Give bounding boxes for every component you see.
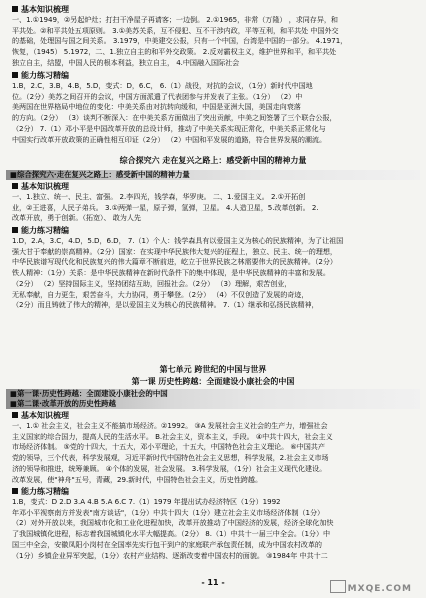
lesson-banner: ■第一课·历史性跨越：全面建设小康社会的中国 [6, 389, 420, 399]
text-line: 党的领导，三个代表，科学发展观，习近平新时代中国特色社会主义思想，科学发展，2.社会主义市场 [12, 453, 329, 463]
text-line: 一、1.独立、统一、民主、富强。 2.李四光，钱学森，华罗庚。 二、1.爱国主义。 2.①开拓创 [12, 192, 306, 201]
section-heading: 能力练习精编 [12, 486, 416, 497]
section-practice-1 [12, 70, 416, 145]
text-line: 独立自主，结盟，中国人民的根本利益，独立自主， 4.中国融入国际社会 [12, 57, 240, 67]
text-line: 改革开放，勇于创新。（拓宽）、 敢为人先 [12, 213, 141, 223]
text-line: （2分） （2）坚持国际主义，坚持团结互助，回报社会。（2分） （3）理解，艰苦创业， [12, 278, 292, 288]
text-line: （2）对外开放以来，我国城市化和工业化进程加快，改革开放推动了中国经济的发展，经济全球化加快 [12, 518, 334, 528]
lesson-banners [6, 389, 420, 409]
unit-title: 第七单元 跨世纪的中国与世界 第一课 历史性跨越：全面建设小康社会的中国 [131, 365, 295, 386]
square-bullet-icon [12, 227, 18, 233]
text-line: 位。（2分）美苏之间召开的会议，中国方面派遣了代表团参与并发表了主张。（1分） （2）中 [12, 91, 303, 101]
text-line: 1.B，2.C，3.B，4.B，5.D，变式：D，6.C， 6.（1）战役，对抗的会议，（1分）新时代中国地 [12, 81, 313, 90]
text-line: 济的领导和推进，统筹兼顾。 ④个体的发展，社会发展。 3.科学发展，（1分）社会主义现代化建设。 [12, 463, 327, 473]
text-line: 无私奉献，自力更生，艰苦奋斗，大力协同，勇于攀登。（2分） （4）不仅创造了发展的奇迹， [12, 289, 309, 299]
text-line: 一、1.①1949，②另起炉灶；打扫干净屋子再请客；一边倒。 2.①1965，非常（万隆） ，求同存异，和 [12, 15, 338, 24]
text-line: （2分） 7.（1）邓小平是中国改革开放的总设计师，推动了中美关系实现正常化，中美关系正常化与 [12, 123, 326, 133]
section-practice-2 [12, 225, 416, 311]
logo-icon [330, 580, 346, 593]
watermark: MXQE.COM [330, 580, 412, 594]
text-line: （1分）乡镇企业异军突起，（1分）农村产业结构、逐渐改变着中国农村的面貌。 ③1984年 中共十二 [12, 550, 328, 560]
section-heading: 能力练习精编 [12, 225, 416, 236]
section-knowledge-3 [12, 410, 416, 485]
text-line: 改革发展，使"神舟"五号，青藏，29.新时代，中国特色社会主义，历史性跨越。 [12, 474, 262, 484]
page-number: - 11 - [201, 578, 225, 587]
text-line: 铁人精神：（1分）关系：是中华民族精神在新时代条件下的集中体现，是中华民族精神的丰富和发展。 [12, 268, 330, 278]
lesson-banner: ■综合探究六·走在复兴之路上：感受新中国的精神力量 [6, 170, 420, 180]
text-line: 市场经济体制。 ⑤党的十四大，十五大，邓小平理论，十五大，中国特色社会主义理论。 ⑥中国共产 [12, 442, 325, 452]
text-line: 恢复，（1945） 5.1972，二、1.独立自主的和平外交政策。 2.反对霸权主义，维护世界和平，和平共处 [12, 47, 337, 57]
square-bullet-icon [12, 488, 18, 494]
section-heading: 基本知识梳理 [12, 4, 416, 15]
section-knowledge-1 [12, 4, 416, 69]
text-line: （2分）而且铸就了伟大的精神，是以爱国主义为核心的民族精神。 7.（1）继承和弘扬民族精神， [12, 300, 319, 310]
square-bullet-icon [12, 72, 18, 78]
chapter-title: 综合探究六 走在复兴之路上：感受新中国的精神力量 [119, 156, 307, 165]
text-line: 的基础，处理国与国之间关系。 3.1979，中美建交公报，只有一个中国，台湾是中国的一部分。 4.1971， [12, 36, 348, 46]
text-line: 1.D，2.A，3.C，4.D，5.D，6.D， 7.（1）个人：钱学森具有以爱国主义为核心的民族精神，为了让祖国 [12, 236, 344, 245]
text-line: 一、1.① 社会主义，社会主义不能搞市场经济。②1992。 ③A 发展社会主义社会的生产力，增强社会 [12, 421, 328, 430]
text-line: 国三中全会，安徽凤阳小岗村在全国率先实行包干到户的家庭联产承包责任制，成为中国农村改革的 [12, 539, 322, 549]
square-bullet-icon [12, 6, 18, 12]
text-line: 主义国家的综合国力，提高人民的生活水平。 B.社会主义，资本主义，手段。 ④中共十四大，社会主义 [12, 431, 333, 441]
text-line: 了我国城镇化进程，标志着我国城镇化水平大幅提高。（2分） 8.（1）中共十一届三中全会。（1分）中 [12, 529, 331, 539]
section-knowledge-2 [12, 181, 416, 224]
text-line: 的方向。（2分） （3）谈判不断深入：在中美关系方面做出了突出贡献，中美之间签署了三个联合公报， [12, 113, 337, 123]
square-bullet-icon [12, 183, 18, 189]
text-line: 中国实行改革开放政策的正确性相互印证（2分） （2）中国和平发展的道路，符合世界发展的潮流。 [12, 134, 327, 144]
text-line: 美两国在世界格局中地位的变化：中美关系由对抗转向缓和，中国是亚洲大国，美国走向衰落 [12, 102, 301, 112]
text-line: 业，②王进喜，人民子弟兵。 3.①两弹一星，原子弹，氢弹，卫星。 4.人造卫星，5.改革创新。 2. [12, 202, 319, 212]
section-heading: 基本知识梳理 [12, 181, 416, 192]
text-line: 强大甘于奉献的崇高精神。（2分）国家：在实现中华民族伟大复兴的征程上，独立、民主、统一的理想， [12, 246, 337, 256]
text-line: 年邓小平视察南方并发表"南方谈话"，（1分）中共十四大（1分）建立社会主义市场经济体制（1分） [12, 507, 325, 517]
text-line: 中华民族谱写现代化和民族复兴的伟大篇章不断前进，屹立于世界民族之林需要伟大的民族精神。（2分） [12, 257, 337, 267]
section-heading: 基本知识梳理 [12, 410, 416, 421]
lesson-banner: ■第二课·改革开放的历史性跨越 [6, 399, 420, 409]
text-line: 1.B，变式：D 2.D 3.A 4.B 5.A 6.C 7.（1）1979 年提出试办经济特区（1分）1992 [12, 497, 281, 506]
text-line: 平共处。②和平共处五项原则。 3.①美苏关系，互不侵犯、互不干涉内政，平等互利，和平共处 中国外交 [12, 25, 339, 35]
section-heading: 能力练习精编 [12, 70, 416, 81]
section-practice-3 [12, 486, 416, 561]
square-bullet-icon [12, 412, 18, 418]
